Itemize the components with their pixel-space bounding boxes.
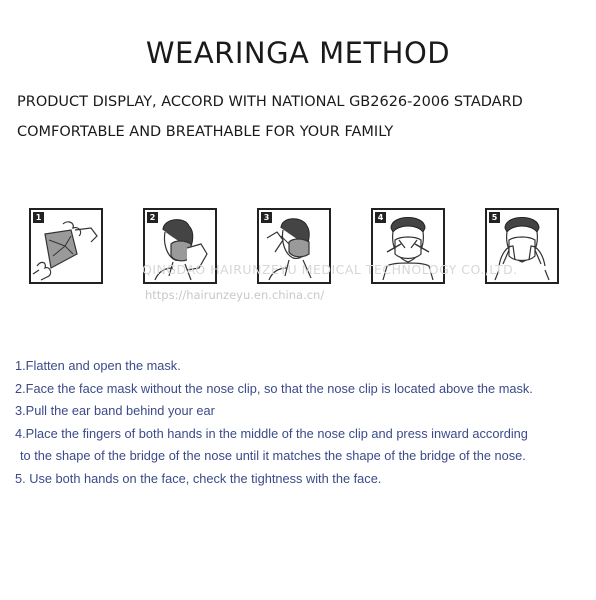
page-title: WEARINGA METHOD	[145, 36, 451, 70]
step-number-2: 2	[147, 212, 158, 223]
watermark-company: QINGDAO HAIRUNZEYU MEDICAL TECHNOLOGY CO.,LTD.	[142, 262, 518, 277]
instruction-4-continued: to the shape of the bridge of the nose until it matches the shape of the bridge of the nose.	[20, 448, 526, 463]
step-number-4: 4	[375, 212, 386, 223]
instruction-2: 2.Face the face mask without the nose clip, so that the nose clip is located above the mask.	[15, 381, 533, 396]
instruction-1: 1.Flatten and open the mask.	[15, 358, 181, 373]
instruction-5: 5. Use both hands on the face, check the tightness with the face.	[15, 471, 382, 486]
step-number-1: 1	[33, 212, 44, 223]
step-number-3: 3	[261, 212, 272, 223]
step-number-5: 5	[489, 212, 500, 223]
hands-opening-mask-icon	[31, 210, 101, 282]
watermark-url: https://hairunzeyu.en.china.cn/	[145, 288, 325, 302]
step-panel-1	[29, 208, 103, 284]
instruction-3: 3.Pull the ear band behind your ear	[15, 403, 215, 418]
subtitle-comfort: COMFORTABLE AND BREATHABLE FOR YOUR FAMILY	[17, 124, 394, 140]
instruction-4: 4.Place the fingers of both hands in the middle of the nose clip and press inward according	[15, 426, 528, 441]
subtitle-standard: PRODUCT DISPLAY, ACCORD WITH NATIONAL GB2626-2006 STADARD	[17, 94, 523, 110]
